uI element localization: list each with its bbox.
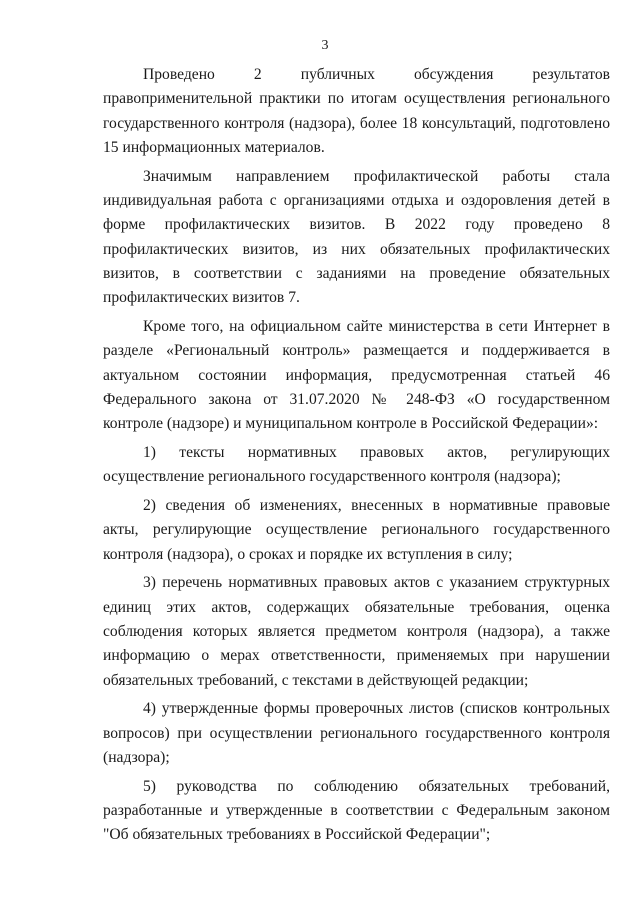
page-number: 3 <box>321 38 329 53</box>
list-item: 4) утвержденные формы проверочных листов (списков контрольных вопросов) при осуществлении регионального государственного контроля (надзора); <box>103 700 610 767</box>
paragraph-public-discussions: Проведено 2 публичных обсуждения результатов правоприменительной практики по итогам осуществления регионального государственного контроля (надзора), более 18 консультаций, подготовлено 15 информационных материалов. <box>103 66 610 156</box>
list-item: 3) перечень нормативных правовых актов с указанием структурных единиц этих актов, содержащих обязательные требования, оценка соблюдения которых является предметом контроля (надзора), а также информацию о мерах ответственности, применяемых при нарушении обязательных требований, с текстами в действующей редакции; <box>103 574 610 689</box>
list-item: 2) сведения об изменениях, внесенных в нормативные правовые акты, регулирующие осуществление регионального государственного контроля (надзора), о сроках и порядке их вступления в силу; <box>103 497 610 563</box>
document-body <box>103 63 610 848</box>
paragraph-preventive-visits: Значимым направлением профилактической работы стала индивидуальная работа с организациями отдыха и оздоровления детей в форме профилактических визитов. В 2022 году проведено 8 профилактических визитов, из них обязательных профилактических визитов, в соответствии с заданиями на проведение обязательных профилактических визитов 7. <box>103 167 610 307</box>
list-item: 1) тексты нормативных правовых актов, регулирующих осуществление регионального государственного контроля (надзора); <box>103 443 610 486</box>
info-list <box>103 441 610 848</box>
list-item: 5) руководства по соблюдению обязательных требований, разработанные и утвержденные в соответствии с Федеральным законом "Об обязательных требованиях в Российской Федерации"; <box>103 777 610 844</box>
paragraph-website-info: Кроме того, на официальном сайте министерства в сети Интернет в разделе «Региональный контроль» размещается и поддерживается в актуальном состоянии информация, предусмотренная статьей 46 Федерального закона от 31.07.2020 № 248-ФЗ «О государственном контроле (надзоре) и муниципальном контроле в Российской Федерации»: <box>103 317 610 433</box>
